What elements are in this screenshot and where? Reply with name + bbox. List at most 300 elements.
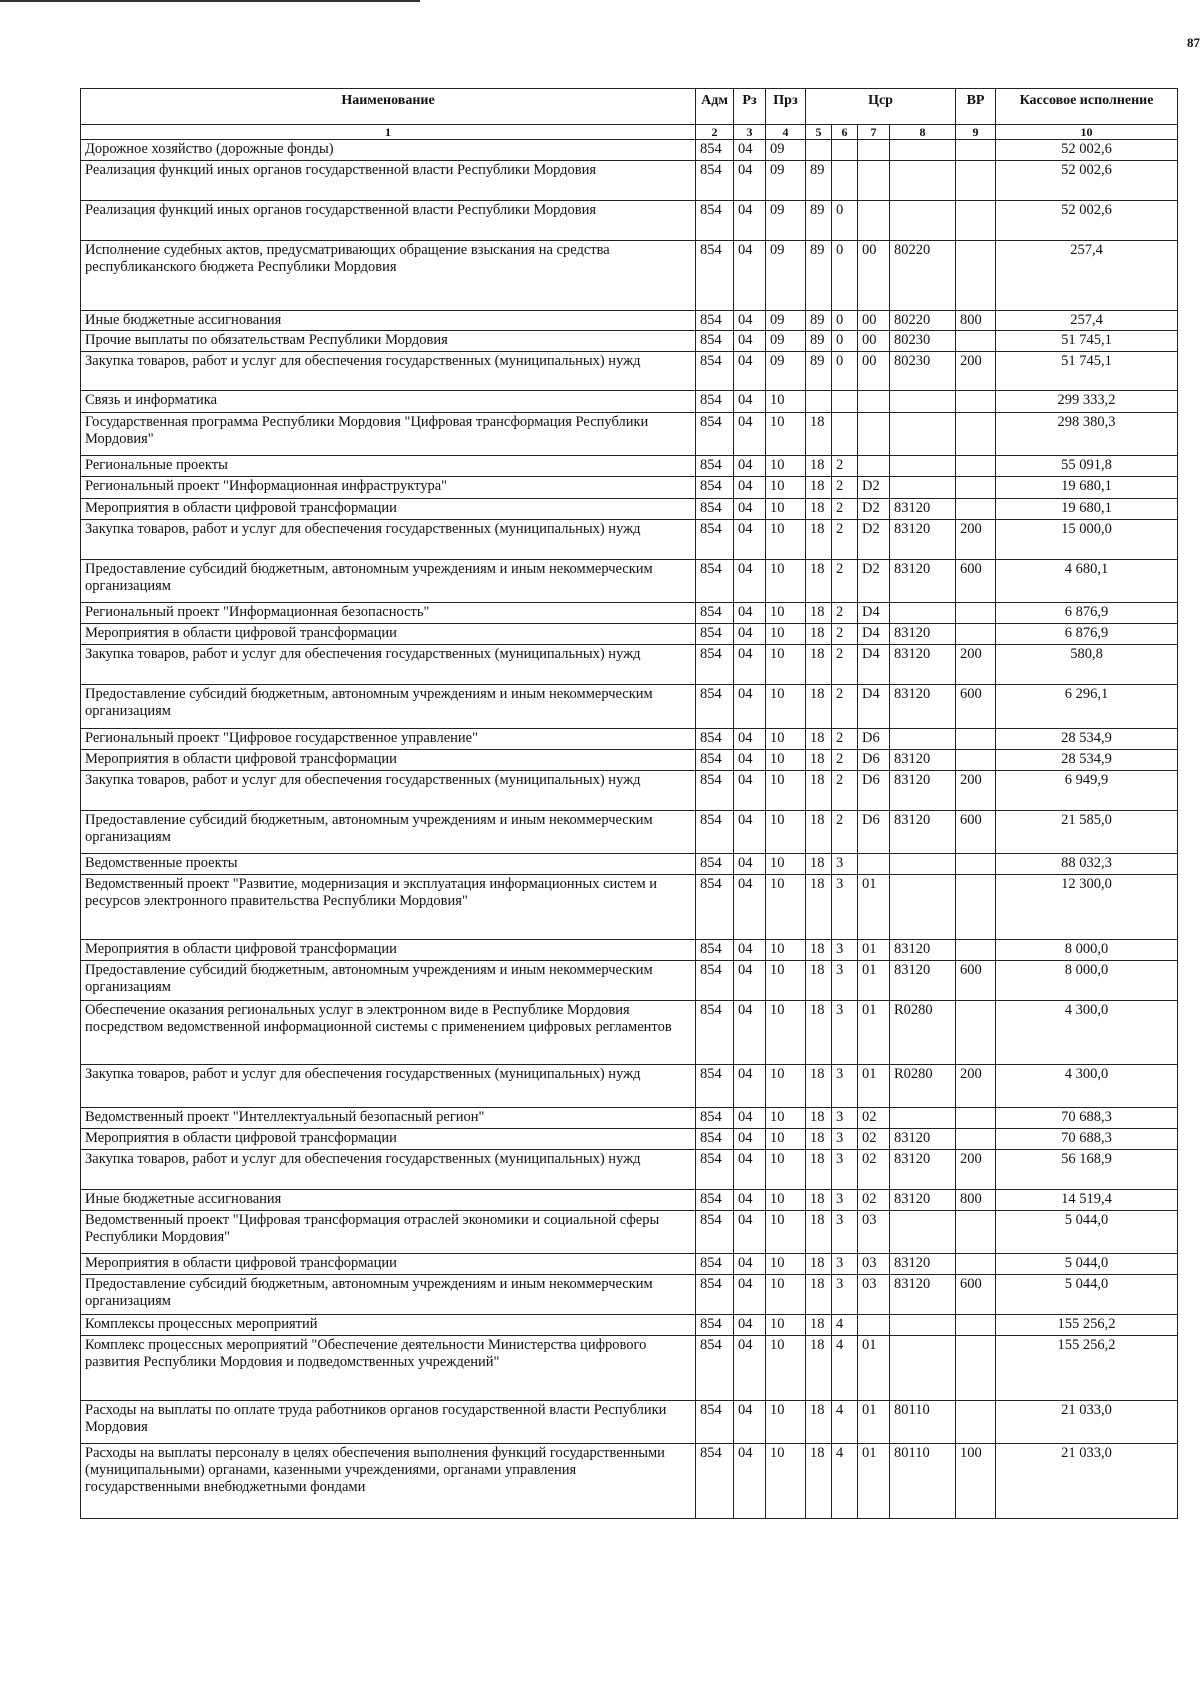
row-csr-4: R0280	[890, 1000, 956, 1064]
row-prz: 10	[766, 1189, 806, 1210]
row-amount: 70 688,3	[996, 1107, 1178, 1128]
budget-execution-table	[80, 88, 1178, 1519]
row-vr	[956, 749, 996, 770]
row-name: Мероприятия в области цифровой трансформации	[81, 623, 696, 644]
row-prz: 09	[766, 310, 806, 330]
row-amount: 51 745,1	[996, 331, 1178, 351]
row-csr-3: D2	[858, 498, 890, 519]
row-name: Иные бюджетные ассигнования	[81, 310, 696, 330]
row-csr-2: 0	[832, 310, 858, 330]
row-name: Предоставление субсидий бюджетным, автономным учреждениям и иным некоммерческим организациям	[81, 684, 696, 728]
row-csr-1: 18	[806, 874, 832, 939]
row-rz: 04	[734, 1443, 766, 1518]
row-adm: 854	[696, 770, 734, 810]
row-prz: 10	[766, 728, 806, 749]
column-number: 10	[996, 125, 1178, 140]
table-row	[81, 559, 1178, 602]
row-prz: 09	[766, 240, 806, 310]
row-csr-1: 18	[806, 960, 832, 1000]
row-prz: 10	[766, 1064, 806, 1107]
row-name: Мероприятия в области цифровой трансформации	[81, 939, 696, 960]
row-amount: 21 033,0	[996, 1400, 1178, 1443]
row-csr-1: 18	[806, 1128, 832, 1149]
row-csr-1: 18	[806, 559, 832, 602]
table-row	[81, 240, 1178, 310]
row-csr-2	[832, 412, 858, 455]
header-vr: ВР	[956, 89, 996, 125]
row-vr: 600	[956, 810, 996, 853]
row-adm: 854	[696, 1064, 734, 1107]
row-csr-2: 3	[832, 853, 858, 874]
row-rz: 04	[734, 331, 766, 351]
table-row	[81, 623, 1178, 644]
table-row	[81, 1149, 1178, 1189]
row-csr-4: 83120	[890, 960, 956, 1000]
row-rz: 04	[734, 853, 766, 874]
row-rz: 04	[734, 874, 766, 939]
row-prz: 10	[766, 874, 806, 939]
row-csr-1: 18	[806, 1210, 832, 1253]
row-amount: 56 168,9	[996, 1149, 1178, 1189]
row-prz: 10	[766, 1443, 806, 1518]
row-csr-2	[832, 160, 858, 200]
row-amount: 55 091,8	[996, 455, 1178, 476]
table-row	[81, 498, 1178, 519]
table-row	[81, 749, 1178, 770]
row-csr-4: 80220	[890, 310, 956, 330]
row-csr-4	[890, 1335, 956, 1400]
row-name: Предоставление субсидий бюджетным, автономным учреждениям и иным некоммерческим организациям	[81, 960, 696, 1000]
row-rz: 04	[734, 644, 766, 684]
table-row	[81, 476, 1178, 498]
table-row	[81, 1253, 1178, 1274]
row-vr	[956, 623, 996, 644]
row-name: Региональный проект "Информационная безопасность"	[81, 602, 696, 623]
row-amount: 298 380,3	[996, 412, 1178, 455]
row-vr	[956, 602, 996, 623]
row-csr-3	[858, 200, 890, 240]
column-number: 3	[734, 125, 766, 140]
row-adm: 854	[696, 853, 734, 874]
row-rz: 04	[734, 623, 766, 644]
row-prz: 10	[766, 476, 806, 498]
row-csr-2: 3	[832, 960, 858, 1000]
table-row	[81, 939, 1178, 960]
row-csr-4: 83120	[890, 810, 956, 853]
table-row	[81, 331, 1178, 351]
row-csr-2: 2	[832, 519, 858, 559]
row-csr-1: 89	[806, 351, 832, 390]
row-rz: 04	[734, 412, 766, 455]
row-csr-3: 01	[858, 1400, 890, 1443]
row-csr-3: D6	[858, 770, 890, 810]
row-name: Комплексы процессных мероприятий	[81, 1314, 696, 1335]
row-prz: 10	[766, 853, 806, 874]
table-row	[81, 874, 1178, 939]
row-csr-3: D6	[858, 728, 890, 749]
row-adm: 854	[696, 160, 734, 200]
row-adm: 854	[696, 455, 734, 476]
row-csr-1	[806, 140, 832, 160]
row-vr	[956, 1400, 996, 1443]
row-prz: 10	[766, 412, 806, 455]
row-csr-3: 03	[858, 1253, 890, 1274]
row-vr	[956, 853, 996, 874]
row-csr-1: 18	[806, 519, 832, 559]
row-csr-4: 83120	[890, 519, 956, 559]
row-amount: 52 002,6	[996, 160, 1178, 200]
row-csr-2: 3	[832, 1064, 858, 1107]
row-rz: 04	[734, 728, 766, 749]
row-amount: 12 300,0	[996, 874, 1178, 939]
row-prz: 09	[766, 200, 806, 240]
row-csr-2: 3	[832, 874, 858, 939]
row-csr-2: 3	[832, 1253, 858, 1274]
row-adm: 854	[696, 1210, 734, 1253]
row-adm: 854	[696, 1253, 734, 1274]
row-name: Государственная программа Республики Мордовия "Цифровая трансформация Республики Мордовия"	[81, 412, 696, 455]
row-adm: 854	[696, 559, 734, 602]
row-csr-2: 3	[832, 939, 858, 960]
row-adm: 854	[696, 390, 734, 412]
row-amount: 8 000,0	[996, 939, 1178, 960]
row-amount: 6 296,1	[996, 684, 1178, 728]
row-prz: 10	[766, 1149, 806, 1189]
row-adm: 854	[696, 310, 734, 330]
row-csr-1: 18	[806, 1314, 832, 1335]
row-prz: 10	[766, 1400, 806, 1443]
row-amount: 19 680,1	[996, 498, 1178, 519]
row-rz: 04	[734, 939, 766, 960]
row-csr-2: 3	[832, 1189, 858, 1210]
row-vr	[956, 1314, 996, 1335]
row-csr-3	[858, 455, 890, 476]
row-prz: 10	[766, 1107, 806, 1128]
row-prz: 10	[766, 390, 806, 412]
row-name: Комплекс процессных мероприятий "Обеспечение деятельности Министерства цифрового развития Республики Мордовия и подведомственных учреждений"	[81, 1335, 696, 1400]
row-prz: 10	[766, 1128, 806, 1149]
row-csr-4: R0280	[890, 1064, 956, 1107]
row-csr-2: 2	[832, 810, 858, 853]
row-adm: 854	[696, 728, 734, 749]
table-row	[81, 1064, 1178, 1107]
row-name: Ведомственный проект "Интеллектуальный безопасный регион"	[81, 1107, 696, 1128]
header-csr: Цср	[806, 89, 956, 125]
row-adm: 854	[696, 240, 734, 310]
row-name: Предоставление субсидий бюджетным, автономным учреждениям и иным некоммерческим организациям	[81, 559, 696, 602]
column-number: 8	[890, 125, 956, 140]
row-csr-2: 3	[832, 1107, 858, 1128]
row-prz: 10	[766, 559, 806, 602]
row-amount: 21 585,0	[996, 810, 1178, 853]
row-csr-3: D2	[858, 559, 890, 602]
row-csr-1: 18	[806, 1335, 832, 1400]
row-prz: 10	[766, 1000, 806, 1064]
row-csr-3: 01	[858, 939, 890, 960]
row-csr-3: 01	[858, 1000, 890, 1064]
row-csr-1: 89	[806, 200, 832, 240]
row-rz: 04	[734, 1128, 766, 1149]
row-adm: 854	[696, 1443, 734, 1518]
row-csr-4: 80220	[890, 240, 956, 310]
row-adm: 854	[696, 939, 734, 960]
row-csr-2: 2	[832, 559, 858, 602]
row-csr-3: 02	[858, 1149, 890, 1189]
row-amount: 4 300,0	[996, 1000, 1178, 1064]
row-amount: 257,4	[996, 310, 1178, 330]
row-csr-1: 18	[806, 476, 832, 498]
row-csr-2: 4	[832, 1335, 858, 1400]
row-csr-4: 80230	[890, 331, 956, 351]
row-vr	[956, 331, 996, 351]
row-csr-4: 83120	[890, 498, 956, 519]
row-vr: 200	[956, 351, 996, 390]
row-csr-1: 18	[806, 749, 832, 770]
header-row	[81, 89, 1178, 125]
row-csr-2: 2	[832, 684, 858, 728]
row-amount: 15 000,0	[996, 519, 1178, 559]
row-amount: 6 876,9	[996, 602, 1178, 623]
row-csr-1: 89	[806, 331, 832, 351]
table-row	[81, 519, 1178, 559]
row-name: Обеспечение оказания региональных услуг в электронном виде в Республике Мордовия посредством ведомственной информационной системы с применением цифровых регламентов	[81, 1000, 696, 1064]
row-csr-3: 01	[858, 874, 890, 939]
row-csr-1: 18	[806, 644, 832, 684]
table-row	[81, 602, 1178, 623]
row-prz: 10	[766, 1335, 806, 1400]
row-csr-3: 00	[858, 310, 890, 330]
table-row	[81, 1189, 1178, 1210]
row-name: Мероприятия в области цифровой трансформации	[81, 1253, 696, 1274]
row-name: Мероприятия в области цифровой трансформации	[81, 749, 696, 770]
row-csr-4: 83120	[890, 770, 956, 810]
row-csr-1: 18	[806, 810, 832, 853]
row-rz: 04	[734, 1210, 766, 1253]
table-row	[81, 684, 1178, 728]
row-amount: 14 519,4	[996, 1189, 1178, 1210]
row-vr	[956, 498, 996, 519]
row-vr: 200	[956, 770, 996, 810]
row-csr-4: 80110	[890, 1443, 956, 1518]
row-rz: 04	[734, 140, 766, 160]
row-csr-1: 18	[806, 1000, 832, 1064]
row-csr-2	[832, 390, 858, 412]
row-csr-1: 18	[806, 1107, 832, 1128]
table-row	[81, 160, 1178, 200]
row-csr-1: 18	[806, 1274, 832, 1314]
row-amount: 155 256,2	[996, 1335, 1178, 1400]
row-csr-3: 01	[858, 960, 890, 1000]
table-row	[81, 351, 1178, 390]
row-vr: 800	[956, 1189, 996, 1210]
row-csr-1	[806, 390, 832, 412]
row-csr-3	[858, 1314, 890, 1335]
row-csr-4	[890, 1107, 956, 1128]
row-adm: 854	[696, 684, 734, 728]
row-vr	[956, 240, 996, 310]
row-csr-1: 18	[806, 770, 832, 810]
row-vr: 600	[956, 559, 996, 602]
page-number: 87	[1187, 35, 1200, 50]
row-name: Предоставление субсидий бюджетным, автономным учреждениям и иным некоммерческим организациям	[81, 1274, 696, 1314]
header-adm: Адм	[696, 89, 734, 125]
row-csr-4: 83120	[890, 559, 956, 602]
row-rz: 04	[734, 476, 766, 498]
row-name: Закупка товаров, работ и услуг для обеспечения государственных (муниципальных) нужд	[81, 519, 696, 559]
row-name: Ведомственные проекты	[81, 853, 696, 874]
row-amount: 580,8	[996, 644, 1178, 684]
column-number: 4	[766, 125, 806, 140]
row-amount: 257,4	[996, 240, 1178, 310]
row-csr-3: D4	[858, 684, 890, 728]
row-vr	[956, 874, 996, 939]
row-adm: 854	[696, 1335, 734, 1400]
row-csr-4	[890, 874, 956, 939]
row-csr-2: 2	[832, 498, 858, 519]
row-csr-4	[890, 140, 956, 160]
row-csr-1: 89	[806, 310, 832, 330]
row-csr-4	[890, 728, 956, 749]
row-prz: 10	[766, 960, 806, 1000]
row-rz: 04	[734, 602, 766, 623]
row-amount: 70 688,3	[996, 1128, 1178, 1149]
row-csr-1: 18	[806, 1189, 832, 1210]
row-rz: 04	[734, 519, 766, 559]
row-amount: 5 044,0	[996, 1210, 1178, 1253]
row-name: Региональный проект "Информационная инфраструктура"	[81, 476, 696, 498]
row-csr-3	[858, 390, 890, 412]
row-amount: 5 044,0	[996, 1274, 1178, 1314]
row-csr-2	[832, 140, 858, 160]
row-adm: 854	[696, 1149, 734, 1189]
row-csr-2: 4	[832, 1314, 858, 1335]
row-vr: 200	[956, 519, 996, 559]
row-csr-3: D6	[858, 749, 890, 770]
row-csr-3: 00	[858, 240, 890, 310]
row-csr-3: D6	[858, 810, 890, 853]
row-rz: 04	[734, 310, 766, 330]
row-csr-1: 89	[806, 240, 832, 310]
table-row	[81, 200, 1178, 240]
row-name: Ведомственный проект "Цифровая трансформация отраслей экономики и социальной сферы Республики Мордовия"	[81, 1210, 696, 1253]
row-csr-3: 03	[858, 1210, 890, 1253]
row-vr	[956, 140, 996, 160]
row-prz: 10	[766, 1210, 806, 1253]
row-name: Иные бюджетные ассигнования	[81, 1189, 696, 1210]
table-row	[81, 770, 1178, 810]
row-csr-4: 83120	[890, 623, 956, 644]
row-csr-1: 89	[806, 160, 832, 200]
row-amount: 5 044,0	[996, 1253, 1178, 1274]
column-number: 7	[858, 125, 890, 140]
row-adm: 854	[696, 1274, 734, 1314]
row-amount: 28 534,9	[996, 749, 1178, 770]
row-adm: 854	[696, 810, 734, 853]
table-row	[81, 728, 1178, 749]
row-csr-3: 00	[858, 331, 890, 351]
row-rz: 04	[734, 200, 766, 240]
table-row	[81, 1107, 1178, 1128]
row-vr	[956, 1107, 996, 1128]
row-adm: 854	[696, 960, 734, 1000]
row-csr-2: 4	[832, 1443, 858, 1518]
row-name: Закупка товаров, работ и услуг для обеспечения государственных (муниципальных) нужд	[81, 351, 696, 390]
table-row	[81, 1443, 1178, 1518]
column-number: 6	[832, 125, 858, 140]
row-vr	[956, 390, 996, 412]
row-csr-1: 18	[806, 455, 832, 476]
row-csr-2: 2	[832, 455, 858, 476]
row-csr-3: 01	[858, 1335, 890, 1400]
row-csr-2: 3	[832, 1000, 858, 1064]
row-adm: 854	[696, 200, 734, 240]
row-csr-1: 18	[806, 1400, 832, 1443]
row-csr-4: 83120	[890, 1274, 956, 1314]
table-row	[81, 1314, 1178, 1335]
row-vr: 600	[956, 960, 996, 1000]
row-csr-4: 83120	[890, 1149, 956, 1189]
row-csr-4: 83120	[890, 1189, 956, 1210]
row-csr-1: 18	[806, 498, 832, 519]
row-csr-4: 80230	[890, 351, 956, 390]
row-adm: 854	[696, 874, 734, 939]
table-row	[81, 390, 1178, 412]
row-adm: 854	[696, 1314, 734, 1335]
row-csr-3	[858, 412, 890, 455]
row-amount: 52 002,6	[996, 200, 1178, 240]
row-csr-2: 0	[832, 351, 858, 390]
row-csr-4: 83120	[890, 684, 956, 728]
row-csr-1: 18	[806, 1443, 832, 1518]
table-body	[81, 140, 1178, 1518]
row-adm: 854	[696, 644, 734, 684]
row-adm: 854	[696, 412, 734, 455]
table-row	[81, 455, 1178, 476]
table-row	[81, 412, 1178, 455]
row-csr-2: 4	[832, 1400, 858, 1443]
row-vr	[956, 455, 996, 476]
row-csr-4: 83120	[890, 939, 956, 960]
row-csr-3: 02	[858, 1128, 890, 1149]
row-csr-4	[890, 1210, 956, 1253]
row-name: Ведомственный проект "Развитие, модернизация и эксплуатация информационных систем и ресурсов электронного правительства Республики Мордовия"	[81, 874, 696, 939]
row-rz: 04	[734, 1064, 766, 1107]
table-row	[81, 1335, 1178, 1400]
table-row	[81, 1400, 1178, 1443]
row-name: Исполнение судебных актов, предусматривающих обращение взыскания на средства республиканского бюджета Республики Мордовия	[81, 240, 696, 310]
row-name: Предоставление субсидий бюджетным, автономным учреждениям и иным некоммерческим организациям	[81, 810, 696, 853]
row-csr-3: D4	[858, 602, 890, 623]
row-vr: 100	[956, 1443, 996, 1518]
row-rz: 04	[734, 770, 766, 810]
row-csr-1: 18	[806, 1253, 832, 1274]
row-rz: 04	[734, 749, 766, 770]
row-csr-1: 18	[806, 853, 832, 874]
row-csr-3: 02	[858, 1107, 890, 1128]
row-adm: 854	[696, 331, 734, 351]
row-csr-3	[858, 160, 890, 200]
row-csr-4	[890, 412, 956, 455]
row-name: Реализация функций иных органов государственной власти Республики Мордовия	[81, 160, 696, 200]
row-csr-4: 83120	[890, 1128, 956, 1149]
row-name: Региональный проект "Цифровое государственное управление"	[81, 728, 696, 749]
row-prz: 10	[766, 939, 806, 960]
row-csr-4: 80110	[890, 1400, 956, 1443]
row-csr-1: 18	[806, 623, 832, 644]
row-name: Закупка товаров, работ и услуг для обеспечения государственных (муниципальных) нужд	[81, 1064, 696, 1107]
row-vr	[956, 939, 996, 960]
row-csr-4	[890, 455, 956, 476]
